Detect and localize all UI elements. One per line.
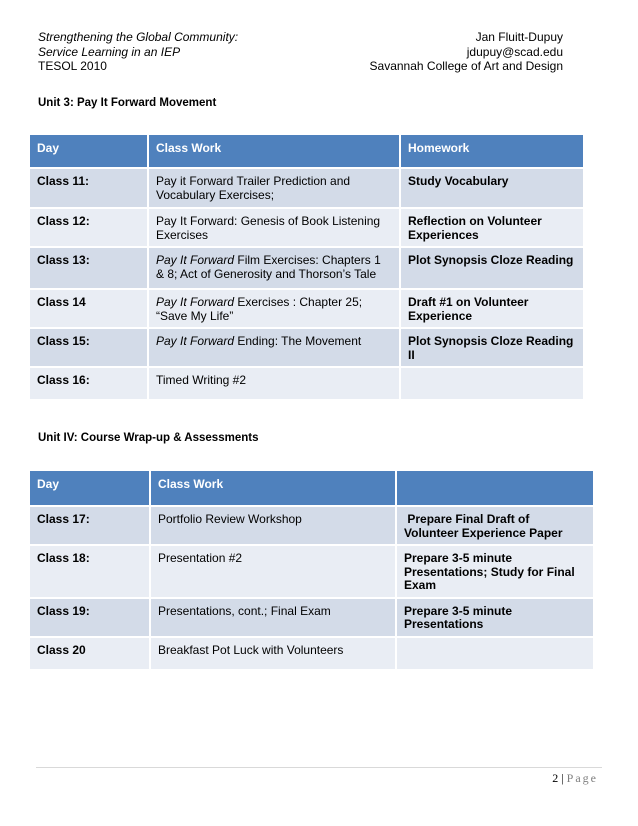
film-title-italic: Pay It Forward bbox=[156, 253, 235, 267]
page-number bbox=[552, 771, 598, 786]
film-title-italic: Pay It Forward bbox=[156, 295, 235, 309]
class-work-cell: Portfolio Review Workshop bbox=[150, 506, 396, 545]
table-row bbox=[30, 367, 584, 400]
homework-cell bbox=[400, 367, 584, 400]
author-institution: Savannah College of Art and Design bbox=[369, 59, 563, 73]
unit3-schedule-table bbox=[30, 135, 585, 401]
unit4-heading: Unit IV: Course Wrap-up & Assessments bbox=[38, 432, 259, 444]
day-cell: Class 15: bbox=[30, 328, 148, 367]
day-cell: Class 11: bbox=[30, 168, 148, 208]
unit3-heading: Unit 3: Pay It Forward Movement bbox=[38, 97, 217, 109]
unit4-schedule-table bbox=[30, 471, 595, 671]
homework-cell bbox=[396, 637, 594, 670]
column-header-homework bbox=[396, 471, 594, 506]
page-number-value: 2 bbox=[552, 771, 559, 785]
table-row bbox=[30, 208, 584, 247]
day-cell: Class 20 bbox=[30, 637, 150, 670]
day-cell: Class 14 bbox=[30, 289, 148, 328]
homework-cell: Reflection on Volunteer Experiences bbox=[400, 208, 584, 247]
table-row bbox=[30, 598, 594, 637]
class-work-cell bbox=[148, 328, 400, 367]
table-row bbox=[30, 247, 584, 289]
film-title-italic: Pay It Forward bbox=[156, 334, 235, 348]
class-work-text: Film Exercises: Chapters 1 & 8; Act of Generosity and Thorson’s Tale bbox=[156, 253, 381, 281]
class-work-cell: Pay it Forward Trailer Prediction and Vocabulary Exercises; bbox=[148, 168, 400, 208]
table-row bbox=[30, 289, 584, 328]
class-work-cell: Presentation #2 bbox=[150, 545, 396, 598]
table-header-row bbox=[30, 471, 594, 506]
homework-cell: Prepare 3-5 minute Presentations; Study for Final Exam bbox=[396, 545, 594, 598]
header-right bbox=[370, 30, 563, 74]
column-header-class-work: Class Work bbox=[150, 471, 396, 506]
class-work-cell: Pay It Forward: Genesis of Book Listening Exercises bbox=[148, 208, 400, 247]
class-work-text: Exercises : Chapter 25; “Save My Life” bbox=[156, 295, 363, 323]
table-row bbox=[30, 545, 594, 598]
day-cell: Class 19: bbox=[30, 598, 150, 637]
homework-cell: Study Vocabulary bbox=[400, 168, 584, 208]
column-header-day: Day bbox=[30, 471, 150, 506]
day-cell: Class 16: bbox=[30, 367, 148, 400]
footer-divider bbox=[36, 767, 602, 768]
table-header-row bbox=[30, 135, 584, 168]
table-row bbox=[30, 506, 594, 545]
table-row bbox=[30, 328, 584, 367]
class-work-cell: Breakfast Pot Luck with Volunteers bbox=[150, 637, 396, 670]
presentation-subtitle: Service Learning in an IEP bbox=[38, 44, 181, 59]
homework-cell: Draft #1 on Volunteer Experience bbox=[400, 289, 584, 328]
author-name: Jan Fluitt-Dupuy bbox=[475, 30, 563, 44]
presentation-title: Strengthening the Global Community: bbox=[38, 30, 239, 44]
homework-cell: Plot Synopsis Cloze Reading II bbox=[400, 328, 584, 367]
day-cell: Class 17: bbox=[30, 506, 150, 545]
column-header-homework: Homework bbox=[400, 135, 584, 168]
header-left bbox=[38, 30, 238, 74]
homework-cell: Prepare Final Draft of Volunteer Experience Paper bbox=[396, 506, 594, 545]
class-work-text: Ending: The Movement bbox=[234, 334, 362, 348]
class-work-cell bbox=[148, 289, 400, 328]
page-word: Page bbox=[566, 771, 598, 785]
class-work-cell: Presentations, cont.; Final Exam bbox=[150, 598, 396, 637]
day-cell: Class 13: bbox=[30, 247, 148, 289]
table-row bbox=[30, 168, 584, 208]
conference-name: TESOL 2010 bbox=[38, 59, 107, 73]
class-work-cell bbox=[148, 247, 400, 289]
table-row bbox=[30, 637, 594, 670]
homework-cell: Prepare 3-5 minute Presentations bbox=[396, 598, 594, 637]
column-header-class-work: Class Work bbox=[148, 135, 400, 168]
page-separator: | bbox=[558, 771, 567, 785]
homework-cell: Plot Synopsis Cloze Reading bbox=[400, 247, 584, 289]
day-cell: Class 12: bbox=[30, 208, 148, 247]
column-header-day: Day bbox=[30, 135, 148, 168]
author-email: jdupuy@scad.edu bbox=[466, 44, 563, 59]
class-work-cell: Timed Writing #2 bbox=[148, 367, 400, 400]
day-cell: Class 18: bbox=[30, 545, 150, 598]
